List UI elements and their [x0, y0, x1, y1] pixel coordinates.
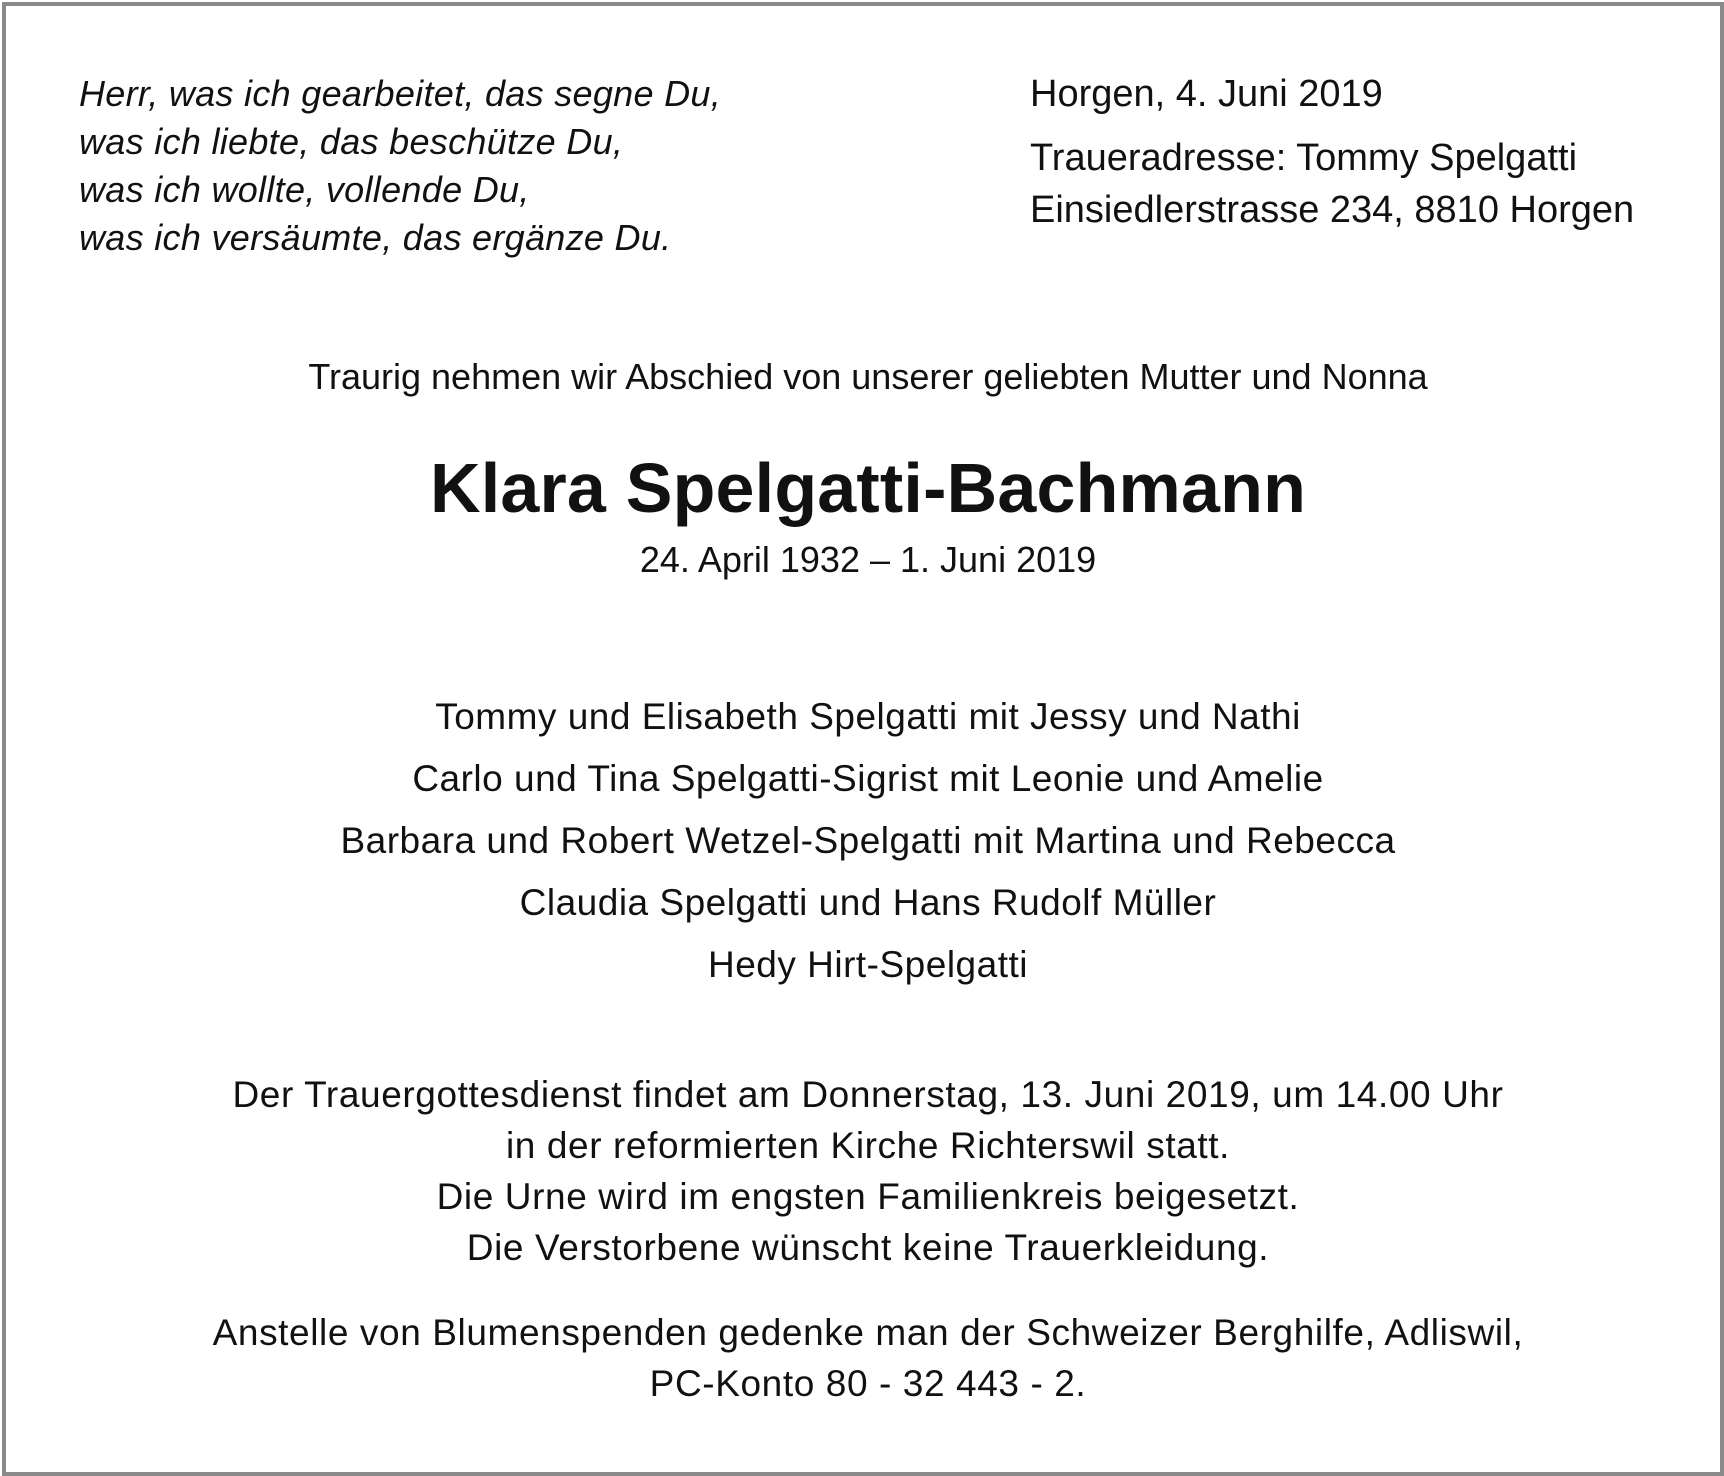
- verse-line: was ich liebte, das beschütze Du,: [79, 121, 624, 162]
- donation-info: [6, 1307, 1724, 1409]
- mourning-address: [1030, 132, 1634, 236]
- service-line: Die Urne wird im engsten Familienkreis beigesetzt.: [436, 1176, 1300, 1217]
- obituary-notice: [2, 2, 1724, 1476]
- service-info: [6, 1069, 1724, 1273]
- service-line: Die Verstorbene wünscht keine Trauerkleidung.: [466, 1227, 1270, 1268]
- mourner-line: Barbara und Robert Wetzel-Spelgatti mit Martina und Rebecca: [340, 820, 1396, 861]
- donation-account: PC-Konto 80 - 32 443 - 2.: [649, 1363, 1087, 1404]
- place-date: Horgen, 4. Juni 2019: [1030, 73, 1383, 115]
- mourner-line: Claudia Spelgatti und Hans Rudolf Müller: [519, 882, 1217, 923]
- verse-line: was ich versäumte, das ergänze Du.: [79, 217, 672, 258]
- address-line: Traueradresse: Tommy Spelgatti: [1030, 137, 1578, 179]
- donation-line: Anstelle von Blumenspenden gedenke man der Schweizer Berghilfe, Adliswil,: [212, 1312, 1524, 1353]
- deceased-name: Klara Spelgatti-Bachmann: [429, 449, 1307, 527]
- mourner-line: Carlo und Tina Spelgatti-Sigrist mit Leonie und Amelie: [412, 758, 1324, 799]
- verse-line: was ich wollte, vollende Du,: [79, 169, 530, 210]
- address-line: Einsiedlerstrasse 234, 8810 Horgen: [1030, 189, 1635, 231]
- verse-line: Herr, was ich gearbeitet, das segne Du,: [79, 73, 722, 114]
- mourner-line: Tommy und Elisabeth Spelgatti mit Jessy und Nathi: [435, 696, 1301, 737]
- mourners-list: [6, 686, 1724, 996]
- service-line: Der Trauergottesdienst findet am Donnerstag, 13. Juni 2019, um 14.00 Uhr: [232, 1074, 1504, 1115]
- verse-block: [79, 70, 939, 262]
- intro-text: Traurig nehmen wir Abschied von unserer geliebten Mutter und Nonna: [308, 356, 1428, 397]
- mourner-line: Hedy Hirt-Spelgatti: [707, 944, 1028, 985]
- service-line: in der reformierten Kirche Richterswil statt.: [505, 1125, 1231, 1166]
- life-dates: 24. April 1932 – 1. Juni 2019: [639, 539, 1097, 580]
